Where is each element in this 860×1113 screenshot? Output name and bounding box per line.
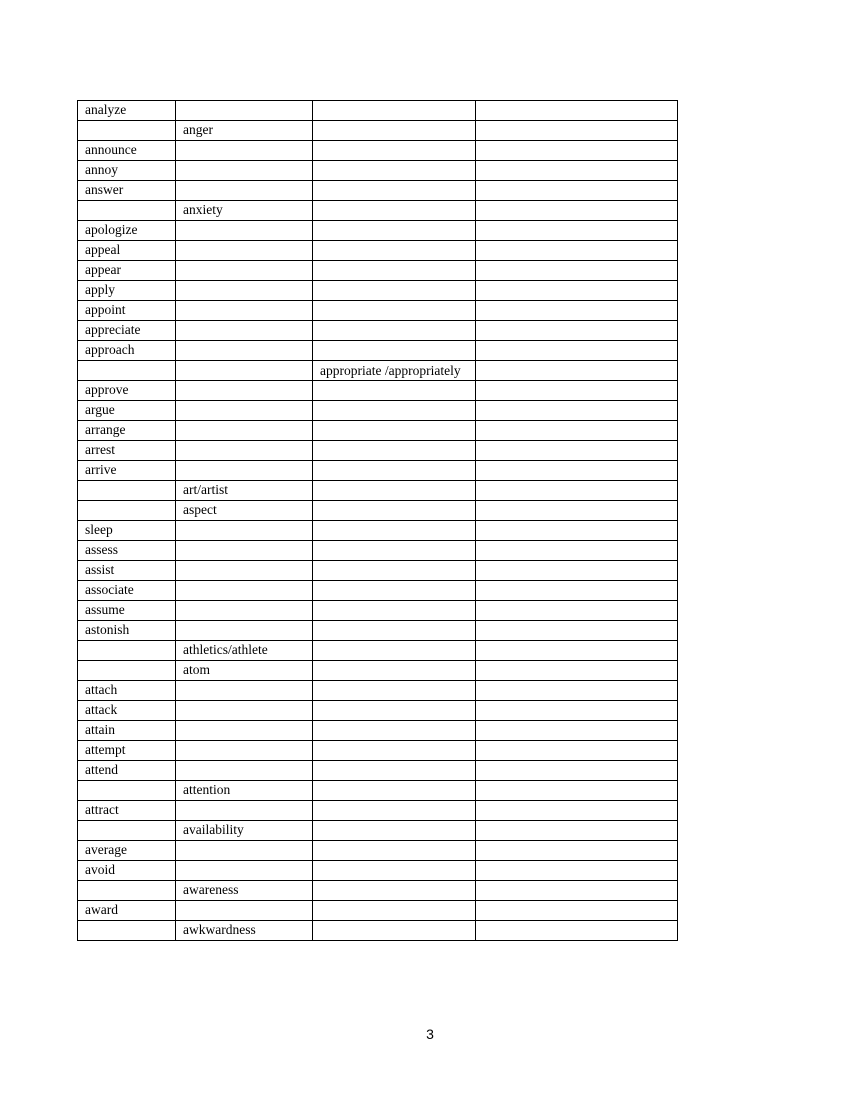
table-cell-col-4 [476, 641, 678, 661]
table-cell-col-1: appreciate [78, 321, 176, 341]
table-cell-col-4 [476, 261, 678, 281]
table-cell-col-1: appeal [78, 241, 176, 261]
table-row [78, 261, 678, 281]
table-row [78, 661, 678, 681]
table-cell-col-1: attract [78, 801, 176, 821]
table-cell-col-2 [176, 861, 313, 881]
table-row [78, 301, 678, 321]
table-cell-col-1: sleep [78, 521, 176, 541]
table-cell-col-1: arrange [78, 421, 176, 441]
table-cell-col-2 [176, 241, 313, 261]
table-cell-col-1 [78, 921, 176, 941]
table-cell-col-4 [476, 321, 678, 341]
table-cell-col-1 [78, 781, 176, 801]
table-row [78, 221, 678, 241]
table-cell-col-4 [476, 141, 678, 161]
table-cell-col-4 [476, 681, 678, 701]
table-row [78, 161, 678, 181]
table-cell-col-4 [476, 581, 678, 601]
table-cell-col-1: avoid [78, 861, 176, 881]
table-cell-col-4 [476, 421, 678, 441]
table-cell-col-1 [78, 661, 176, 681]
table-cell-col-2 [176, 841, 313, 861]
table-cell-col-4 [476, 441, 678, 461]
table-cell-col-4 [476, 601, 678, 621]
table-cell-col-1: attend [78, 761, 176, 781]
table-cell-col-4 [476, 741, 678, 761]
table-cell-col-2: anger [176, 121, 313, 141]
table-cell-col-1: award [78, 901, 176, 921]
table-cell-col-2: awkwardness [176, 921, 313, 941]
table-cell-col-4 [476, 241, 678, 261]
table-cell-col-1: average [78, 841, 176, 861]
word-forms-table [77, 100, 678, 941]
table-cell-col-2: anxiety [176, 201, 313, 221]
table-cell-col-4 [476, 221, 678, 241]
table-cell-col-1: attempt [78, 741, 176, 761]
table-cell-col-3 [313, 641, 476, 661]
table-cell-col-1: associate [78, 581, 176, 601]
table-cell-col-4 [476, 661, 678, 681]
table-row [78, 141, 678, 161]
table-cell-col-2 [176, 301, 313, 321]
table-cell-col-1: announce [78, 141, 176, 161]
table-cell-col-3 [313, 781, 476, 801]
table-cell-col-3 [313, 721, 476, 741]
table-cell-col-1: analyze [78, 101, 176, 121]
table-cell-col-3 [313, 201, 476, 221]
table-cell-col-2 [176, 601, 313, 621]
table-cell-col-3 [313, 401, 476, 421]
table-row [78, 621, 678, 641]
table-cell-col-4 [476, 701, 678, 721]
table-cell-col-4 [476, 801, 678, 821]
table-cell-col-2 [176, 521, 313, 541]
table-cell-col-3 [313, 341, 476, 361]
table-cell-col-3 [313, 681, 476, 701]
table-cell-col-1: attach [78, 681, 176, 701]
table-row [78, 321, 678, 341]
table-cell-col-1: answer [78, 181, 176, 201]
table-cell-col-3 [313, 801, 476, 821]
table-cell-col-3 [313, 741, 476, 761]
table-cell-col-1: assume [78, 601, 176, 621]
table-cell-col-4 [476, 841, 678, 861]
table-cell-col-2 [176, 441, 313, 461]
table-row [78, 581, 678, 601]
table-cell-col-3 [313, 581, 476, 601]
table-cell-col-2: aspect [176, 501, 313, 521]
table-cell-col-3 [313, 161, 476, 181]
table-cell-col-1: attain [78, 721, 176, 741]
page-number: 3 [426, 1026, 434, 1042]
table-cell-col-1: astonish [78, 621, 176, 641]
table-cell-col-4 [476, 621, 678, 641]
table-row [78, 821, 678, 841]
table-cell-col-3 [313, 601, 476, 621]
table-row [78, 121, 678, 141]
table-cell-col-4 [476, 481, 678, 501]
table-cell-col-2 [176, 161, 313, 181]
table-cell-col-4 [476, 201, 678, 221]
table-cell-col-1 [78, 121, 176, 141]
table-cell-col-3 [313, 861, 476, 881]
table-cell-col-3 [313, 101, 476, 121]
table-row [78, 501, 678, 521]
table-row [78, 101, 678, 121]
table-cell-col-4 [476, 161, 678, 181]
table-cell-col-3 [313, 121, 476, 141]
table-row [78, 601, 678, 621]
table-cell-col-1 [78, 821, 176, 841]
table-row [78, 361, 678, 381]
table-cell-col-2: athletics/athlete [176, 641, 313, 661]
table-cell-col-2 [176, 901, 313, 921]
table-cell-col-3 [313, 141, 476, 161]
table-cell-col-3 [313, 441, 476, 461]
table-cell-col-1: approve [78, 381, 176, 401]
table-cell-col-2 [176, 341, 313, 361]
table-cell-col-2 [176, 421, 313, 441]
table-row [78, 721, 678, 741]
table-cell-col-1: annoy [78, 161, 176, 181]
table-cell-col-3 [313, 481, 476, 501]
table-cell-col-3 [313, 301, 476, 321]
table-cell-col-1: apologize [78, 221, 176, 241]
table-row [78, 401, 678, 421]
table-cell-col-1 [78, 361, 176, 381]
table-cell-col-1 [78, 501, 176, 521]
table-cell-col-1: apply [78, 281, 176, 301]
table-cell-col-3 [313, 761, 476, 781]
table-row [78, 541, 678, 561]
table-row [78, 381, 678, 401]
table-cell-col-4 [476, 461, 678, 481]
table-row [78, 861, 678, 881]
table-row [78, 761, 678, 781]
table-row [78, 241, 678, 261]
table-cell-col-1 [78, 641, 176, 661]
table-cell-col-4 [476, 921, 678, 941]
table-cell-col-4 [476, 381, 678, 401]
table-row [78, 281, 678, 301]
table-row [78, 901, 678, 921]
table-cell-col-1: arrest [78, 441, 176, 461]
table-cell-col-3 [313, 661, 476, 681]
table-cell-col-3 [313, 421, 476, 441]
table-cell-col-4 [476, 721, 678, 741]
table-cell-col-4 [476, 101, 678, 121]
table-cell-col-1 [78, 201, 176, 221]
table-row [78, 741, 678, 761]
table-cell-col-3 [313, 501, 476, 521]
table-cell-col-3 [313, 561, 476, 581]
table-cell-col-3 [313, 181, 476, 201]
table-cell-col-2 [176, 101, 313, 121]
table-row [78, 681, 678, 701]
table-cell-col-4 [476, 501, 678, 521]
table-row [78, 561, 678, 581]
table-cell-col-2 [176, 561, 313, 581]
table-cell-col-1: arrive [78, 461, 176, 481]
table-row [78, 921, 678, 941]
table-cell-col-4 [476, 881, 678, 901]
table-row [78, 841, 678, 861]
table-cell-col-2 [176, 741, 313, 761]
table-row [78, 881, 678, 901]
table-cell-col-4 [476, 121, 678, 141]
table-row [78, 801, 678, 821]
table-cell-col-2: art/artist [176, 481, 313, 501]
table-cell-col-2 [176, 401, 313, 421]
table-cell-col-2 [176, 721, 313, 741]
table-cell-col-4 [476, 761, 678, 781]
table-cell-col-2 [176, 381, 313, 401]
table-cell-col-3 [313, 261, 476, 281]
table-cell-col-2 [176, 281, 313, 301]
table-cell-col-2 [176, 681, 313, 701]
table-cell-col-2 [176, 181, 313, 201]
table-cell-col-4 [476, 301, 678, 321]
table-cell-col-3 [313, 521, 476, 541]
table-cell-col-4 [476, 361, 678, 381]
table-cell-col-1: argue [78, 401, 176, 421]
table-cell-col-3 [313, 321, 476, 341]
table-cell-col-2 [176, 361, 313, 381]
table-row [78, 481, 678, 501]
table-cell-col-2 [176, 761, 313, 781]
table-cell-col-1: attack [78, 701, 176, 721]
table-row [78, 641, 678, 661]
table-cell-col-3 [313, 921, 476, 941]
table-cell-col-2 [176, 221, 313, 241]
table-cell-col-1: assist [78, 561, 176, 581]
table-row [78, 781, 678, 801]
table-cell-col-4 [476, 781, 678, 801]
table-cell-col-2 [176, 461, 313, 481]
table-cell-col-3 [313, 461, 476, 481]
word-forms-table-body [78, 101, 678, 941]
table-cell-col-3 [313, 241, 476, 261]
table-cell-col-3 [313, 621, 476, 641]
table-cell-col-2 [176, 261, 313, 281]
table-cell-col-2 [176, 801, 313, 821]
table-cell-col-3 [313, 701, 476, 721]
table-cell-col-2: availability [176, 821, 313, 841]
table-cell-col-3 [313, 381, 476, 401]
table-row [78, 521, 678, 541]
table-cell-col-4 [476, 281, 678, 301]
table-cell-col-3 [313, 881, 476, 901]
table-cell-col-4 [476, 341, 678, 361]
table-cell-col-3 [313, 901, 476, 921]
table-cell-col-3 [313, 841, 476, 861]
table-cell-col-2 [176, 621, 313, 641]
table-cell-col-1: approach [78, 341, 176, 361]
table-cell-col-3 [313, 541, 476, 561]
table-row [78, 201, 678, 221]
table-cell-col-2: attention [176, 781, 313, 801]
table-cell-col-4 [476, 561, 678, 581]
table-cell-col-3 [313, 821, 476, 841]
table-cell-col-1: appear [78, 261, 176, 281]
table-cell-col-1: appoint [78, 301, 176, 321]
table-cell-col-2 [176, 141, 313, 161]
table-row [78, 181, 678, 201]
table-row [78, 421, 678, 441]
table-cell-col-4 [476, 181, 678, 201]
table-cell-col-4 [476, 521, 678, 541]
table-row [78, 341, 678, 361]
table-cell-col-2 [176, 701, 313, 721]
table-cell-col-4 [476, 821, 678, 841]
table-cell-col-1: assess [78, 541, 176, 561]
table-cell-col-4 [476, 861, 678, 881]
table-cell-col-3: appropriate /appropriately [313, 361, 476, 381]
table-cell-col-4 [476, 541, 678, 561]
table-cell-col-3 [313, 281, 476, 301]
table-row [78, 441, 678, 461]
table-cell-col-2: atom [176, 661, 313, 681]
table-cell-col-3 [313, 221, 476, 241]
table-cell-col-2: awareness [176, 881, 313, 901]
table-row [78, 461, 678, 481]
table-cell-col-2 [176, 321, 313, 341]
table-cell-col-4 [476, 401, 678, 421]
table-cell-col-2 [176, 581, 313, 601]
table-cell-col-4 [476, 901, 678, 921]
table-cell-col-1 [78, 481, 176, 501]
table-cell-col-1 [78, 881, 176, 901]
table-row [78, 701, 678, 721]
table-cell-col-2 [176, 541, 313, 561]
